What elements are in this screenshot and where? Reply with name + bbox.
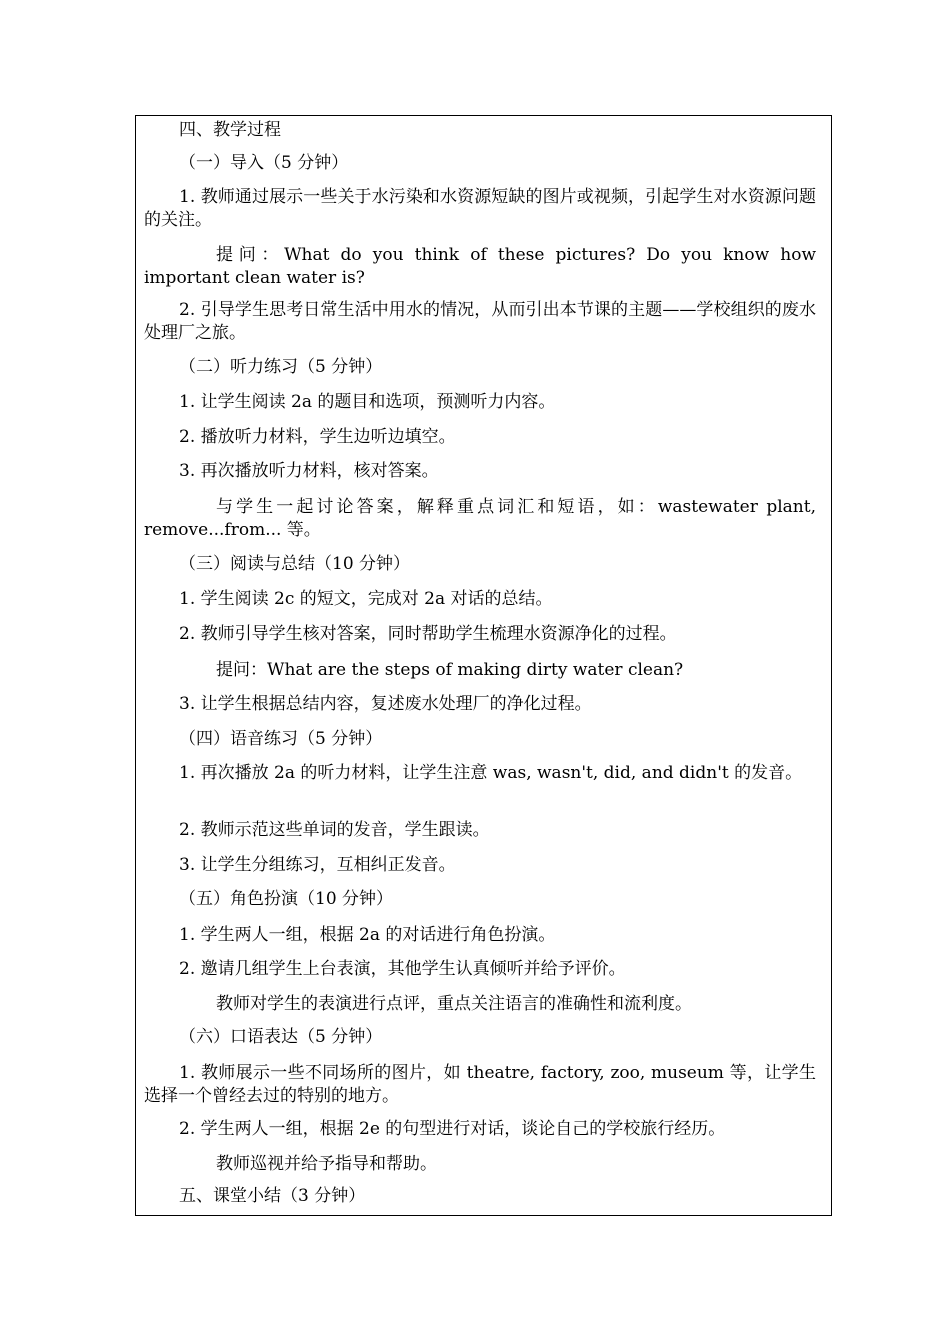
step5-note: 教师对学生的表演进行点评，重点关注语言的准确性和流利度。	[216, 994, 692, 1014]
step1-question: 提问：What do you think of these pictures? Do you know how important clean water is?	[144, 245, 816, 288]
section-five-title: 五、课堂小结（3 分钟）	[179, 1186, 366, 1206]
step1-item2: 2. 引导学生思考日常生活中用水的情况，从而引出本节课的主题——学校组织的废水处理厂之旅。	[144, 300, 816, 343]
section-four-title: 四、教学过程	[179, 120, 281, 140]
step6-item2: 2. 学生两人一组，根据 2e 的句型进行对话，谈论自己的学校旅行经历。	[179, 1119, 726, 1139]
step3-question: 提问：What are the steps of making dirty water clean?	[216, 660, 684, 680]
step5-title: （五）角色扮演（10 分钟）	[179, 889, 394, 909]
step5-item1: 1. 学生两人一组，根据 2a 的对话进行角色扮演。	[179, 925, 556, 945]
step4-item2: 2. 教师示范这些单词的发音，学生跟读。	[179, 820, 490, 840]
step2-note: 与学生一起讨论答案，解释重点词汇和短语，如：wastewater plant, remove...from... 等。	[144, 497, 816, 540]
step6-item1: 1. 教师展示一些不同场所的图片，如 theatre, factory, zoo, museum 等，让学生选择一个曾经去过的特别的地方。	[144, 1063, 816, 1106]
step2-item1: 1. 让学生阅读 2a 的题目和选项，预测听力内容。	[179, 392, 556, 412]
lesson-plan-frame	[135, 115, 832, 1216]
step2-item3: 3. 再次播放听力材料，核对答案。	[179, 461, 439, 481]
step6-title: （六）口语表达（5 分钟）	[179, 1027, 383, 1047]
step1-title: （一）导入（5 分钟）	[179, 153, 349, 173]
step4-item1: 1. 再次播放 2a 的听力材料，让学生注意 was, wasn't, did, and didn't 的发音。	[179, 763, 803, 783]
step3-item3: 3. 让学生根据总结内容，复述废水处理厂的净化过程。	[179, 694, 592, 714]
step4-title: （四）语音练习（5 分钟）	[179, 729, 383, 749]
step2-title: （二）听力练习（5 分钟）	[179, 357, 383, 377]
step3-item2: 2. 教师引导学生核对答案，同时帮助学生梳理水资源净化的过程。	[179, 624, 677, 644]
step4-item3: 3. 让学生分组练习，互相纠正发音。	[179, 855, 456, 875]
step3-title: （三）阅读与总结（10 分钟）	[179, 554, 411, 574]
step1-item1: 1. 教师通过展示一些关于水污染和水资源短缺的图片或视频，引起学生对水资源问题的关注。	[144, 187, 816, 230]
step3-item1: 1. 学生阅读 2c 的短文，完成对 2a 对话的总结。	[179, 589, 553, 609]
step6-note: 教师巡视并给予指导和帮助。	[216, 1154, 437, 1174]
step2-item2: 2. 播放听力材料，学生边听边填空。	[179, 427, 456, 447]
step5-item2: 2. 邀请几组学生上台表演，其他学生认真倾听并给予评价。	[179, 959, 626, 979]
